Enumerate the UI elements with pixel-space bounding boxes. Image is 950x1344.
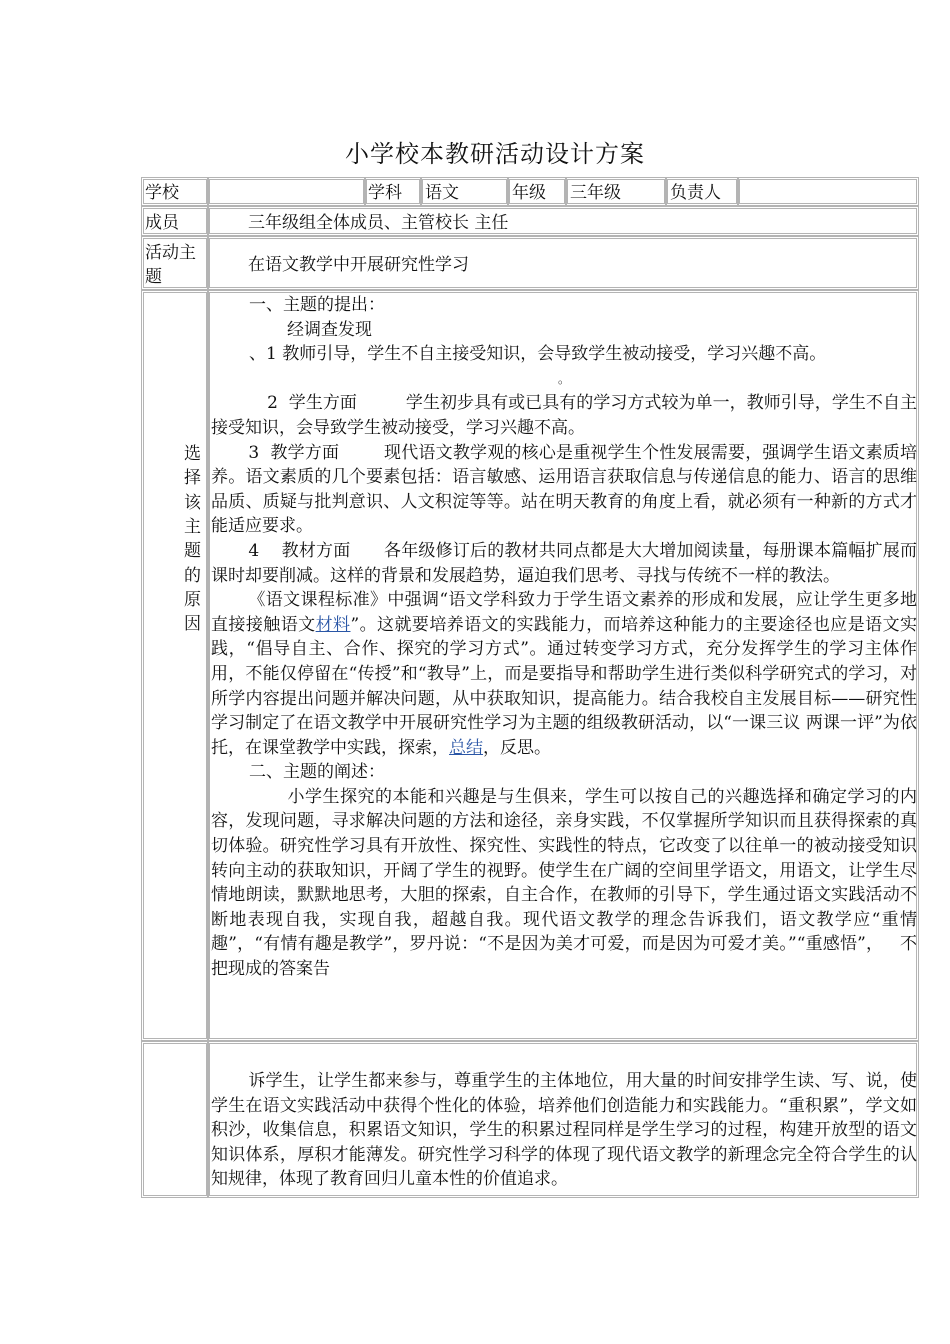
leader-label-cell <box>665 177 739 206</box>
theme-label-line2: 题 <box>145 267 162 287</box>
continuation-label-cell <box>141 1041 209 1198</box>
grade-label-cell <box>507 177 567 206</box>
leader-value-cell <box>737 177 919 206</box>
leader-label: 负责人 <box>670 183 721 203</box>
reason-paragraph-5-text-a: 《语文课程标准》中强调“语文学科致力于学生语文素养的形成和发展，应让学生更多地直接接触语文 <box>211 590 917 635</box>
reason-label-char: 的 <box>184 566 201 586</box>
reason-label-char: 该 <box>184 493 201 513</box>
subject-label-cell <box>364 177 422 206</box>
reason-label-char: 因 <box>184 614 201 634</box>
school-label: 学校 <box>145 183 179 203</box>
reason-label-cell <box>141 290 209 1041</box>
document-title: 小学校本教研活动设计方案 <box>345 140 645 168</box>
grade-value: 三年级 <box>570 183 621 203</box>
reason-body <box>211 293 917 982</box>
members-value-cell <box>207 206 919 236</box>
school-label-cell <box>141 177 209 206</box>
subject-value: 语文 <box>425 183 459 203</box>
grade-label: 年级 <box>512 183 546 203</box>
theme-value: 在语文教学中开展研究性学习 <box>248 255 469 275</box>
theme-value-cell <box>207 236 919 290</box>
reason-paragraph-4: 4 教材方面 各年级修订后的教材共同点都是大大增加阅读量，每册课本篇幅扩展而课时却要削减。这样的背景和发展趋势，逼迫我们思考、寻找与传统不一样的教法。 <box>211 540 917 586</box>
reason-label-char: 原 <box>184 590 201 610</box>
subject-value-cell <box>420 177 509 206</box>
reason-paragraph-1-dot: 。 <box>557 371 570 386</box>
reason-paragraph-3: 3 教学方面 现代语文教学观的核心是重视学生个性发展需要，强调学生语文素质培养。语文素质的几个要素包括：语言敏感、运用语言获取信息与传递信息的能力、语言的思维品质、质疑与批判意识、人文积淀等等。站在明天教育的角度上看，就必须有一种新的方式才能适应要求。 <box>211 442 917 537</box>
grade-value-cell <box>565 177 667 206</box>
reason-label-char: 择 <box>184 468 201 488</box>
continuation-paragraph: 诉学生，让学生都来参与，尊重学生的主体地位，用大量的时间安排学生读、写、说，使学生在语文实践活动中获得个性化的体验，培养他们创造能力和实践能力。“重积累”，学文如积沙，收集信息，积累语文知识，学生的积累过程同样是学生学习的过程，构建开放型的语文知识体系，厚积才能薄发。研究性学习科学的体现了现代语文教学的新理念完全符合学生的认知规律，体现了教育回归儿童本性的价值追求。 <box>211 1071 917 1190</box>
theme-label-line1: 活动主 <box>145 243 196 263</box>
reason-paragraph-5-text-b: ”。这就要培养语文的实践能力，而培养这种能力的主要途径也应是语文实践，“倡导自主、合作、探究的学习方式”。通过转变学习方式，充分发挥学生的学习主体作用，不能仅停留在“传授”和“教导”上，而是要指导和帮助学生进行类似科学研究式的学习，对所学内容提出问题并解决问题，从中获取知识，提高能力。结合我校自主发展目标——研究性学习制定了在语文教学中开展研究性学习为主题的组级教研活动，以“一课三议 两课一评”为依托，在课堂教学中实践，探索， <box>211 614 918 758</box>
members-label-cell <box>141 206 209 236</box>
reason-label-char: 题 <box>184 541 201 561</box>
continuation-body <box>211 1069 917 1192</box>
reason-paragraph-5 <box>211 588 917 760</box>
section2-heading: 二、主题的阐述： <box>249 762 385 783</box>
reason-label-char: 选 <box>184 444 201 464</box>
reason-paragraph-6: 小学生探究的本能和兴趣是与生俱来，学生可以按自己的兴趣选择和确定学习的内容，发现问题，寻求解决问题的方法和途径，亲身实践，不仅掌握所学知识而且获得探索的真切体验。研究性学习具有开放性、探究性、实践性的特点，它改变了以往单一的被动接受知识转向主动的获取知识，开阔了学生的视野。使学生在广阔的空间里学语文，用语文，让学生尽情地朗读，默默地思考，大胆的探索，自主合作，在教师的引导下，学生通过语文实践活动不断地表现自我，实现自我，超越自我。现代语文教学的理念告诉我们，语文教学应“重情趣”，“有情有趣是教学”，罗丹说：“不是因为美才可爱，而是因为可爱才美。”“重感悟”， 不把现成的答案告 <box>211 786 917 980</box>
materials-link[interactable]: 材料 <box>315 614 351 635</box>
section1-subheading: 经调查发现 <box>287 319 372 340</box>
school-value-cell <box>207 177 366 206</box>
reason-paragraph-2: 2 学生方面 学生初步具有或已具有的学习方式较为单一，教师引导，学生不自主接受知识，会导致学生被动接受，学习兴趣不高。 <box>211 393 917 438</box>
members-label: 成员 <box>145 213 179 233</box>
members-value: 三年级组全体成员、主管校长 主任 <box>248 213 509 233</box>
section1-heading: 一、主题的提出： <box>249 295 385 315</box>
reason-paragraph-5-text-c: ，反思。 <box>483 737 551 758</box>
summary-link[interactable]: 总结 <box>449 737 483 758</box>
theme-label-cell <box>141 236 209 290</box>
reason-paragraph-1: 、1 教师引导，学生不自主接受知识，会导致学生被动接受，学习兴趣不高。 <box>249 344 827 365</box>
subject-label: 学科 <box>368 183 402 203</box>
reason-label-char: 主 <box>184 517 201 537</box>
